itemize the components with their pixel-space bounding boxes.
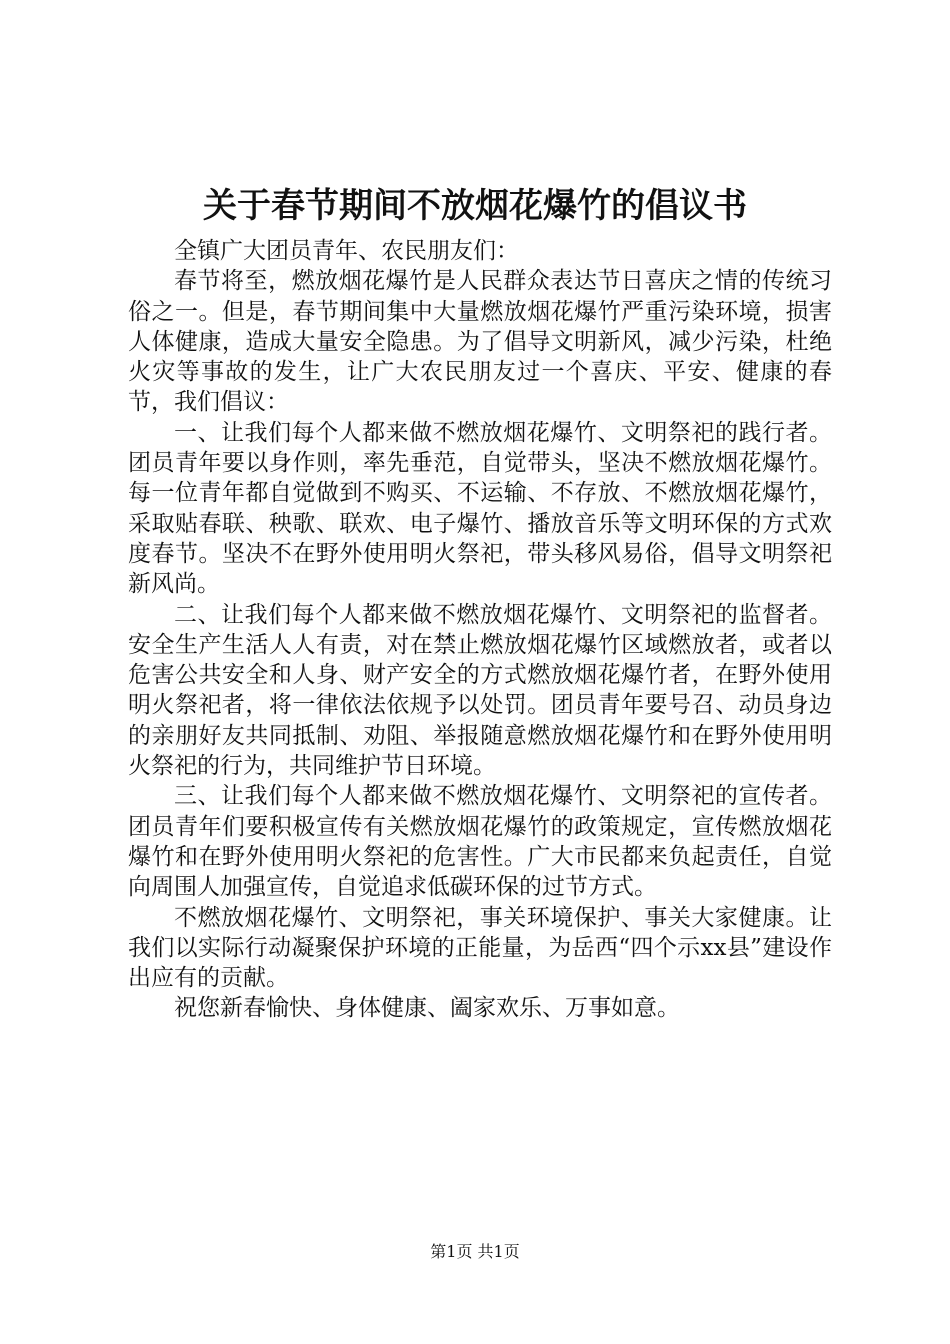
- page-number-footer: 第1页 共1页: [430, 1242, 520, 1261]
- document-body: [128, 236, 832, 1024]
- paragraph-wishes: 祝您新春愉快、身体健康、阖家欢乐、万事如意。: [174, 995, 680, 1022]
- paragraph-item-2: 二、让我们每个人都来做不燃放烟花爆竹、文明祭祀的监督者。安全生产生活人人有责，对在禁止燃放烟花爆竹区域燃放者，或者以危害公共安全和人身、财产安全的方式燃放烟花爆竹者，在野外使用明火祭祀者，将一律依法依规予以处罚。团员青年要号召、动员身边的亲朋好友共同抵制、劝阻、举报随意燃放烟花爆竹和在野外使用明火祭祀的行为，共同维护节日环境。: [128, 601, 832, 780]
- salutation: 全镇广大团员青年、农民朋友们：: [174, 238, 519, 264]
- paragraph-closing: 不燃放烟花爆竹、文明祭祀，事关环境保护、事关大家健康。让我们以实际行动凝聚保护环境的正能量，为岳西“四个示xx县”建设作出应有的贡献。: [128, 904, 832, 992]
- document-title: 关于春节期间不放烟花爆竹的倡议书: [203, 186, 747, 226]
- paragraph-intro: 春节将至，燃放烟花爆竹是人民群众表达节日喜庆之情的传统习俗之一。但是，春节期间集中大量燃放烟花爆竹严重污染环境，损害人体健康，造成大量安全隐患。为了倡导文明新风，减少污染，杜绝火灾等事故的发生，让广大农民朋友过一个喜庆、平安、健康的春节，我们倡议：: [128, 268, 832, 416]
- paragraph-item-1: 一、让我们每个人都来做不燃放烟花爆竹、文明祭祀的践行者。团员青年要以身作则，率先垂范，自觉带头，坚决不燃放烟花爆竹。每一位青年都自觉做到不购买、不运输、不存放、不燃放烟花爆竹，采取贴春联、秧歌、联欢、电子爆竹、播放音乐等文明环保的方式欢度春节。坚决不在野外使用明火祭祀，带头移风易俗，倡导文明祭祀新风尚。: [128, 419, 832, 598]
- paragraph-item-3: 三、让我们每个人都来做不燃放烟花爆竹、文明祭祀的宣传者。团员青年们要积极宣传有关燃放烟花爆竹的政策规定，宣传燃放烟花爆竹和在野外使用明火祭祀的危害性。广大市民都来负起责任，自觉向周围人加强宣传，自觉追求低碳环保的过节方式。: [128, 783, 832, 901]
